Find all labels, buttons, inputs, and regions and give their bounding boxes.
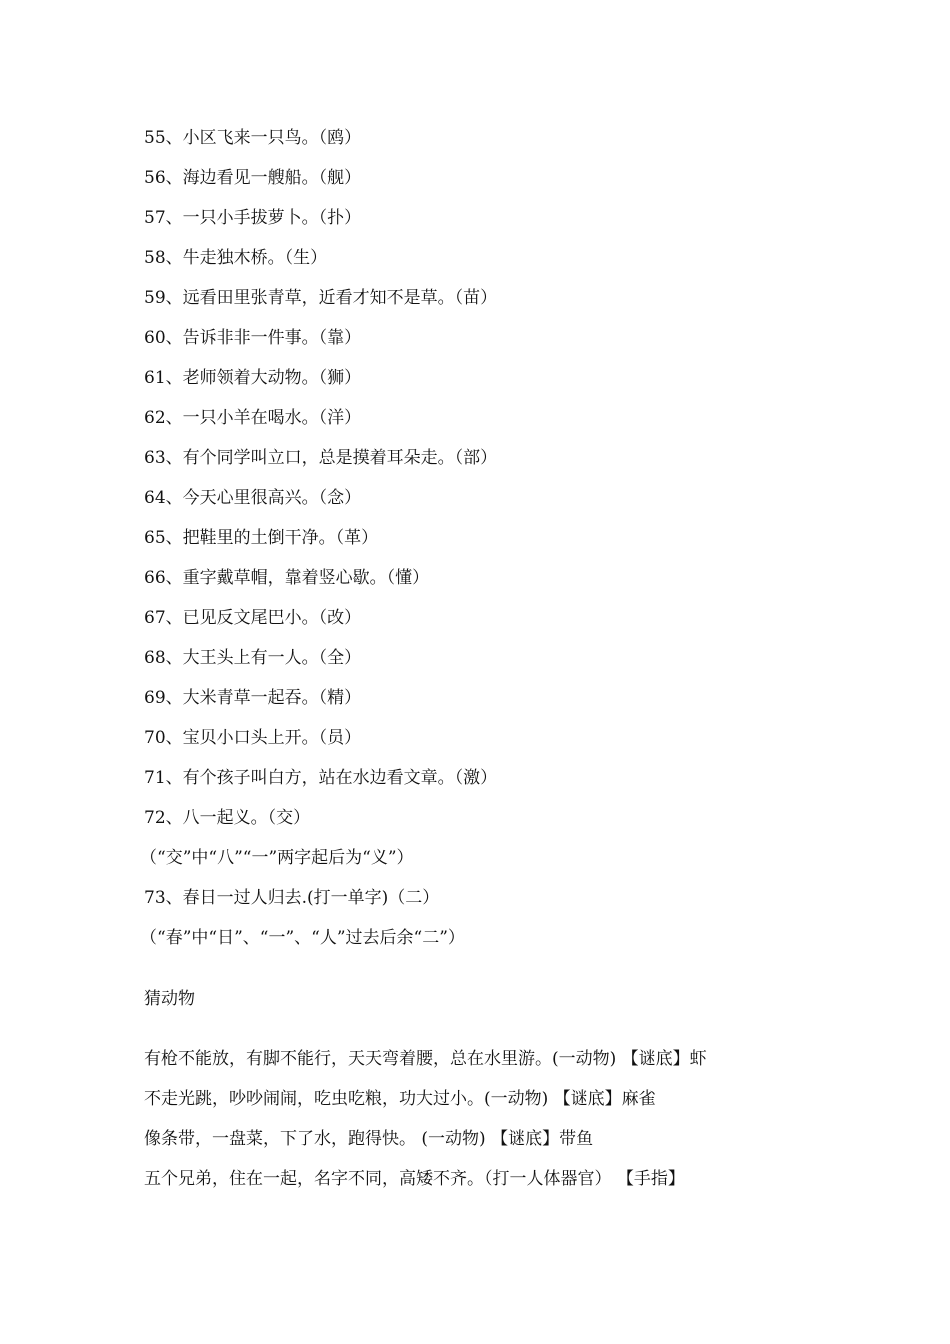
- riddle-65: 65、把鞋里的土倒干净。（革）: [144, 528, 379, 548]
- riddle-72: 72、八一起义。（交）: [144, 808, 311, 828]
- riddle-72-note: （“交”中“八”“一”两字起后为“义”）: [140, 848, 414, 868]
- riddle-64: 64、今天心里很高兴。（念）: [144, 488, 362, 508]
- animal-riddle-shrimp: 有枪不能放，有脚不能行，天天弯着腰，总在水里游。(一动物) 【谜底】虾: [144, 1049, 707, 1069]
- riddle-59: 59、远看田里张青草，近看才知不是草。（苗）: [144, 288, 498, 308]
- riddle-69: 69、大米青草一起吞。（精）: [144, 688, 362, 708]
- riddle-73-note: （“春”中“日”、“一”、“人”过去后余“二”）: [140, 928, 465, 948]
- riddle-list: [140, 124, 904, 964]
- riddle-58: 58、牛走独木桥。（生）: [144, 248, 328, 268]
- riddle-60: 60、告诉非非一件事。（靠）: [144, 328, 362, 348]
- riddle-56: 56、海边看见一艘船。（舰）: [144, 168, 362, 188]
- animal-riddle-list: [144, 1045, 924, 1205]
- riddle-61: 61、老师领着大动物。（狮）: [144, 368, 362, 388]
- riddle-68: 68、大王头上有一人。（全）: [144, 648, 362, 668]
- animal-riddle-ribbonfish: 像条带，一盘菜，下了水，跑得快。 (一动物) 【谜底】带鱼: [144, 1129, 594, 1149]
- riddle-63: 63、有个同学叫立口，总是摸着耳朵走。（部）: [144, 448, 498, 468]
- animal-riddle-fingers: 五个兄弟，住在一起，名字不同，高矮不齐。（打一人体器官） 【手指】: [144, 1169, 685, 1189]
- riddle-66: 66、重字戴草帽，靠着竖心歇。（懂）: [144, 568, 430, 588]
- riddle-55: 55、小区飞来一只鸟。（鸥）: [144, 128, 362, 148]
- animal-riddle-sparrow: 不走光跳，吵吵闹闹，吃虫吃粮，功大过小。(一动物) 【谜底】麻雀: [144, 1089, 656, 1109]
- section-heading: 猜动物: [144, 989, 195, 1009]
- riddle-67: 67、已见反文尾巴小。（改）: [144, 608, 362, 628]
- riddle-62: 62、一只小羊在喝水。（洋）: [144, 408, 362, 428]
- riddle-73: 73、春日一过人归去.(打一单字)（二）: [144, 888, 440, 908]
- riddle-70: 70、宝贝小口头上开。（员）: [144, 728, 362, 748]
- riddle-71: 71、有个孩子叫白方，站在水边看文章。（激）: [144, 768, 498, 788]
- riddle-57: 57、一只小手拔萝卜。（扑）: [144, 208, 362, 228]
